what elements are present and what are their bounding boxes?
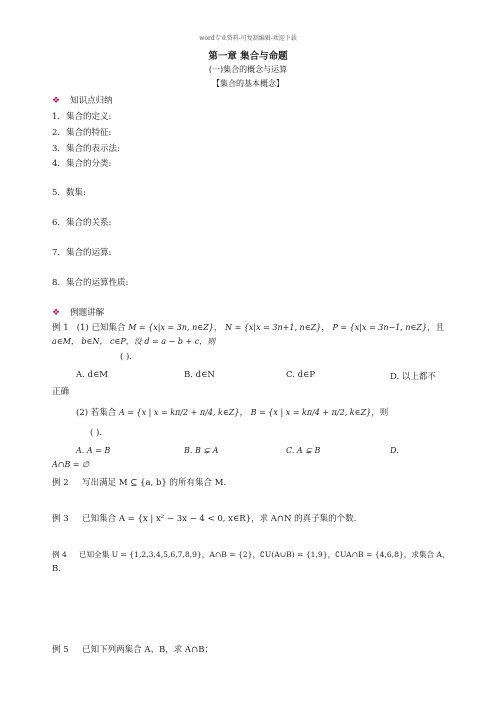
section-heading: 【集合的基本概念】 bbox=[212, 79, 284, 88]
example-1-2-option-b: B. B ⊊ A bbox=[184, 446, 219, 455]
example-1-2-wrap: A∩B = ∅ bbox=[52, 460, 90, 469]
knowledge-item-1: 1. 集合的定义: bbox=[52, 112, 112, 122]
example-2: 例 2 写出满足 M ⊆ {a, b} 的所有集合 M. bbox=[52, 478, 227, 488]
example-1-paren: ( ). bbox=[120, 352, 133, 362]
knowledge-item-4: 4. 集合的分类: bbox=[52, 159, 112, 169]
example-1-part2: (2) 若集合 A = {x | x = kπ/2 + π/4, k∈Z}， B = {x | x = kπ/4 + π/2, k∈Z}，则 bbox=[76, 408, 389, 418]
examples-heading bbox=[52, 306, 104, 318]
examples-heading-text: 例题讲解 bbox=[70, 308, 105, 318]
knowledge-item-8: 8. 集合的运算性质: bbox=[52, 278, 129, 288]
example-1-2-option-d: D. bbox=[390, 446, 399, 455]
knowledge-heading bbox=[52, 94, 113, 106]
example-1-option-b: B. d∈N bbox=[184, 370, 215, 380]
example-1-option-c: C. d∈P bbox=[286, 370, 316, 380]
example-4-wrap: B. bbox=[52, 564, 61, 574]
knowledge-item-5: 5. 数集: bbox=[52, 188, 86, 198]
diamond-icon: ❖ bbox=[52, 308, 61, 318]
example-1-option-d: D. 以上都不 bbox=[390, 372, 436, 382]
diamond-icon: ❖ bbox=[52, 96, 61, 106]
example-4: 例 4 已知全集 U = {1,2,3,4,5,6,7,8,9}，A∩B = {2}，∁U(A∪B) = {1,9}，∁UA∩B = {4,6,8}，求集合 A、 bbox=[52, 550, 450, 559]
example-1-wrap: 正确 bbox=[52, 387, 70, 397]
knowledge-item-2: 2. 集合的特征: bbox=[52, 128, 112, 138]
header-note: word专业资料-可复制编辑-欢迎下载 bbox=[199, 35, 297, 42]
example-1-paren-2: ( ). bbox=[90, 428, 103, 438]
example-1-2-option-c: C. A ⊊ B bbox=[286, 446, 321, 455]
knowledge-item-6: 6. 集合的关系: bbox=[52, 218, 112, 228]
knowledge-item-3: 3. 集合的表示法: bbox=[52, 144, 120, 154]
example-3: 例 3 已知集合 A = {x | x² − 3x − 4 < 0, x∈R}，求 A∩N 的真子集的个数. bbox=[52, 514, 357, 524]
page-subtitle: (一)集合的概念与运算 bbox=[208, 65, 288, 74]
example-1-option-a: A. d∈M bbox=[76, 370, 108, 380]
example-1-line: 例 1 (1) 已知集合 M = {x|x = 3n, n∈Z}， N = {x|x = 3n+1, n∈Z}， P = {x|x = 3n−1, n∈Z}，且 bbox=[52, 323, 445, 333]
page-title: 第一章 集合与命题 bbox=[208, 51, 288, 62]
example-1-2-option-a: A. A = B bbox=[76, 446, 111, 455]
example-5: 例 5 已知下列两集合 A、B，求 A∩B； bbox=[52, 645, 213, 655]
knowledge-item-7: 7. 集合的运算: bbox=[52, 248, 112, 258]
knowledge-heading-text: 知识点归纳 bbox=[70, 96, 113, 106]
example-1-condition: a∈M， b∈N， c∈P，设 d = a − b + c，则 bbox=[52, 337, 216, 346]
